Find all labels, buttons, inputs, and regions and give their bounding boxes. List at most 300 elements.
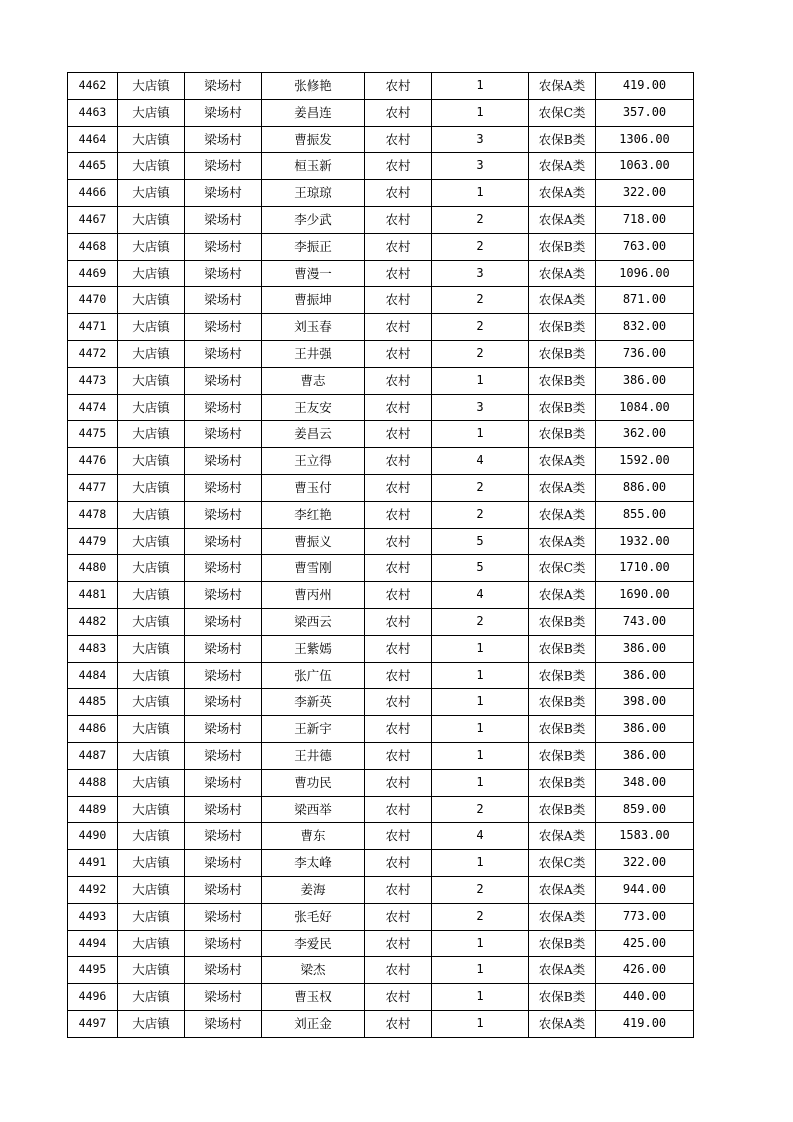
household-type-cell: 农村	[365, 1010, 432, 1037]
household-type-cell: 农村	[365, 957, 432, 984]
town-cell: 大店镇	[118, 582, 185, 609]
town-cell: 大店镇	[118, 206, 185, 233]
amount-cell: 348.00	[596, 769, 694, 796]
household-type-cell: 农村	[365, 769, 432, 796]
member-count-cell: 2	[432, 903, 529, 930]
insurance-category-cell: 农保A类	[529, 1010, 596, 1037]
town-cell: 大店镇	[118, 876, 185, 903]
insurance-category-cell: 农保A类	[529, 823, 596, 850]
insurance-category-cell: 农保A类	[529, 528, 596, 555]
amount-cell: 1084.00	[596, 394, 694, 421]
person-name-cell: 张修艳	[262, 73, 365, 100]
serial-number-cell: 4462	[68, 73, 118, 100]
member-count-cell: 1	[432, 73, 529, 100]
member-count-cell: 1	[432, 957, 529, 984]
insurance-category-cell: 农保B类	[529, 930, 596, 957]
serial-number-cell: 4469	[68, 260, 118, 287]
serial-number-cell: 4468	[68, 233, 118, 260]
table-row	[68, 73, 694, 100]
town-cell: 大店镇	[118, 742, 185, 769]
household-type-cell: 农村	[365, 501, 432, 528]
insurance-category-cell: 农保B类	[529, 314, 596, 341]
amount-cell: 386.00	[596, 742, 694, 769]
serial-number-cell: 4492	[68, 876, 118, 903]
member-count-cell: 1	[432, 180, 529, 207]
table-row	[68, 876, 694, 903]
person-name-cell: 王井强	[262, 340, 365, 367]
member-count-cell: 2	[432, 233, 529, 260]
member-count-cell: 1	[432, 662, 529, 689]
serial-number-cell: 4474	[68, 394, 118, 421]
member-count-cell: 2	[432, 501, 529, 528]
amount-cell: 859.00	[596, 796, 694, 823]
table-row	[68, 260, 694, 287]
member-count-cell: 1	[432, 367, 529, 394]
household-type-cell: 农村	[365, 903, 432, 930]
insurance-category-cell: 农保C类	[529, 850, 596, 877]
village-cell: 梁场村	[185, 314, 262, 341]
table-row	[68, 742, 694, 769]
household-type-cell: 农村	[365, 314, 432, 341]
household-type-cell: 农村	[365, 823, 432, 850]
person-name-cell: 王琼琼	[262, 180, 365, 207]
table-row	[68, 340, 694, 367]
town-cell: 大店镇	[118, 1010, 185, 1037]
village-cell: 梁场村	[185, 957, 262, 984]
person-name-cell: 王立得	[262, 448, 365, 475]
amount-cell: 1592.00	[596, 448, 694, 475]
insurance-category-cell: 农保B类	[529, 796, 596, 823]
member-count-cell: 1	[432, 99, 529, 126]
member-count-cell: 2	[432, 340, 529, 367]
insurance-category-cell: 农保B类	[529, 769, 596, 796]
town-cell: 大店镇	[118, 126, 185, 153]
village-cell: 梁场村	[185, 287, 262, 314]
village-cell: 梁场村	[185, 876, 262, 903]
amount-cell: 386.00	[596, 716, 694, 743]
member-count-cell: 5	[432, 528, 529, 555]
village-cell: 梁场村	[185, 930, 262, 957]
table-row	[68, 367, 694, 394]
serial-number-cell: 4478	[68, 501, 118, 528]
serial-number-cell: 4480	[68, 555, 118, 582]
household-type-cell: 农村	[365, 582, 432, 609]
insurance-category-cell: 农保A类	[529, 448, 596, 475]
village-cell: 梁场村	[185, 260, 262, 287]
insurance-category-cell: 农保B类	[529, 635, 596, 662]
town-cell: 大店镇	[118, 99, 185, 126]
member-count-cell: 2	[432, 876, 529, 903]
person-name-cell: 王紫嫣	[262, 635, 365, 662]
member-count-cell: 4	[432, 823, 529, 850]
town-cell: 大店镇	[118, 153, 185, 180]
person-name-cell: 曹玉付	[262, 474, 365, 501]
town-cell: 大店镇	[118, 287, 185, 314]
insurance-category-cell: 农保B类	[529, 233, 596, 260]
amount-cell: 855.00	[596, 501, 694, 528]
village-cell: 梁场村	[185, 501, 262, 528]
village-cell: 梁场村	[185, 1010, 262, 1037]
serial-number-cell: 4496	[68, 984, 118, 1011]
member-count-cell: 1	[432, 850, 529, 877]
person-name-cell: 梁西举	[262, 796, 365, 823]
amount-cell: 1063.00	[596, 153, 694, 180]
table-row	[68, 635, 694, 662]
village-cell: 梁场村	[185, 689, 262, 716]
member-count-cell: 1	[432, 421, 529, 448]
household-type-cell: 农村	[365, 99, 432, 126]
town-cell: 大店镇	[118, 689, 185, 716]
household-type-cell: 农村	[365, 233, 432, 260]
table-row	[68, 206, 694, 233]
household-type-cell: 农村	[365, 206, 432, 233]
member-count-cell: 2	[432, 474, 529, 501]
records-table	[67, 72, 694, 1038]
household-type-cell: 农村	[365, 876, 432, 903]
table-row	[68, 180, 694, 207]
insurance-category-cell: 农保A类	[529, 287, 596, 314]
town-cell: 大店镇	[118, 340, 185, 367]
village-cell: 梁场村	[185, 448, 262, 475]
serial-number-cell: 4495	[68, 957, 118, 984]
table-row	[68, 823, 694, 850]
table-row	[68, 501, 694, 528]
household-type-cell: 农村	[365, 716, 432, 743]
serial-number-cell: 4482	[68, 608, 118, 635]
village-cell: 梁场村	[185, 716, 262, 743]
serial-number-cell: 4487	[68, 742, 118, 769]
amount-cell: 1583.00	[596, 823, 694, 850]
serial-number-cell: 4473	[68, 367, 118, 394]
household-type-cell: 农村	[365, 608, 432, 635]
village-cell: 梁场村	[185, 153, 262, 180]
village-cell: 梁场村	[185, 126, 262, 153]
insurance-category-cell: 农保A类	[529, 260, 596, 287]
member-count-cell: 2	[432, 206, 529, 233]
town-cell: 大店镇	[118, 260, 185, 287]
amount-cell: 1690.00	[596, 582, 694, 609]
member-count-cell: 1	[432, 716, 529, 743]
village-cell: 梁场村	[185, 99, 262, 126]
amount-cell: 398.00	[596, 689, 694, 716]
household-type-cell: 农村	[365, 260, 432, 287]
member-count-cell: 2	[432, 608, 529, 635]
town-cell: 大店镇	[118, 501, 185, 528]
person-name-cell: 李爱民	[262, 930, 365, 957]
serial-number-cell: 4494	[68, 930, 118, 957]
person-name-cell: 桓玉新	[262, 153, 365, 180]
person-name-cell: 曹玉权	[262, 984, 365, 1011]
household-type-cell: 农村	[365, 73, 432, 100]
person-name-cell: 王友安	[262, 394, 365, 421]
serial-number-cell: 4475	[68, 421, 118, 448]
member-count-cell: 4	[432, 448, 529, 475]
village-cell: 梁场村	[185, 903, 262, 930]
village-cell: 梁场村	[185, 984, 262, 1011]
person-name-cell: 李少武	[262, 206, 365, 233]
insurance-category-cell: 农保A类	[529, 206, 596, 233]
amount-cell: 440.00	[596, 984, 694, 1011]
household-type-cell: 农村	[365, 474, 432, 501]
table-row	[68, 796, 694, 823]
person-name-cell: 梁杰	[262, 957, 365, 984]
serial-number-cell: 4479	[68, 528, 118, 555]
insurance-category-cell: 农保A类	[529, 876, 596, 903]
table-row	[68, 582, 694, 609]
amount-cell: 425.00	[596, 930, 694, 957]
insurance-category-cell: 农保A类	[529, 501, 596, 528]
town-cell: 大店镇	[118, 984, 185, 1011]
town-cell: 大店镇	[118, 769, 185, 796]
household-type-cell: 农村	[365, 635, 432, 662]
village-cell: 梁场村	[185, 769, 262, 796]
village-cell: 梁场村	[185, 662, 262, 689]
insurance-category-cell: 农保B类	[529, 126, 596, 153]
insurance-category-cell: 农保B类	[529, 662, 596, 689]
town-cell: 大店镇	[118, 662, 185, 689]
person-name-cell: 李太峰	[262, 850, 365, 877]
person-name-cell: 曹漫一	[262, 260, 365, 287]
amount-cell: 386.00	[596, 367, 694, 394]
insurance-category-cell: 农保A类	[529, 180, 596, 207]
village-cell: 梁场村	[185, 635, 262, 662]
village-cell: 梁场村	[185, 340, 262, 367]
table-row	[68, 448, 694, 475]
village-cell: 梁场村	[185, 823, 262, 850]
table-row	[68, 287, 694, 314]
household-type-cell: 农村	[365, 850, 432, 877]
person-name-cell: 曹振发	[262, 126, 365, 153]
table-row	[68, 99, 694, 126]
serial-number-cell: 4467	[68, 206, 118, 233]
serial-number-cell: 4472	[68, 340, 118, 367]
serial-number-cell: 4476	[68, 448, 118, 475]
village-cell: 梁场村	[185, 555, 262, 582]
amount-cell: 736.00	[596, 340, 694, 367]
household-type-cell: 农村	[365, 930, 432, 957]
serial-number-cell: 4481	[68, 582, 118, 609]
table-row	[68, 608, 694, 635]
amount-cell: 871.00	[596, 287, 694, 314]
amount-cell: 1932.00	[596, 528, 694, 555]
amount-cell: 362.00	[596, 421, 694, 448]
town-cell: 大店镇	[118, 421, 185, 448]
town-cell: 大店镇	[118, 635, 185, 662]
town-cell: 大店镇	[118, 555, 185, 582]
town-cell: 大店镇	[118, 394, 185, 421]
table-body	[68, 73, 694, 1038]
town-cell: 大店镇	[118, 796, 185, 823]
village-cell: 梁场村	[185, 850, 262, 877]
serial-number-cell: 4466	[68, 180, 118, 207]
town-cell: 大店镇	[118, 180, 185, 207]
person-name-cell: 姜昌连	[262, 99, 365, 126]
member-count-cell: 3	[432, 394, 529, 421]
member-count-cell: 1	[432, 984, 529, 1011]
town-cell: 大店镇	[118, 716, 185, 743]
town-cell: 大店镇	[118, 930, 185, 957]
household-type-cell: 农村	[365, 689, 432, 716]
serial-number-cell: 4463	[68, 99, 118, 126]
serial-number-cell: 4490	[68, 823, 118, 850]
insurance-category-cell: 农保C类	[529, 99, 596, 126]
village-cell: 梁场村	[185, 608, 262, 635]
insurance-category-cell: 农保A类	[529, 474, 596, 501]
person-name-cell: 王新宇	[262, 716, 365, 743]
amount-cell: 886.00	[596, 474, 694, 501]
household-type-cell: 农村	[365, 126, 432, 153]
household-type-cell: 农村	[365, 367, 432, 394]
person-name-cell: 张毛好	[262, 903, 365, 930]
person-name-cell: 曹东	[262, 823, 365, 850]
household-type-cell: 农村	[365, 796, 432, 823]
town-cell: 大店镇	[118, 850, 185, 877]
serial-number-cell: 4471	[68, 314, 118, 341]
household-type-cell: 农村	[365, 742, 432, 769]
town-cell: 大店镇	[118, 957, 185, 984]
amount-cell: 1710.00	[596, 555, 694, 582]
insurance-category-cell: 农保C类	[529, 555, 596, 582]
insurance-category-cell: 农保B类	[529, 367, 596, 394]
person-name-cell: 刘玉春	[262, 314, 365, 341]
serial-number-cell: 4491	[68, 850, 118, 877]
table-row	[68, 984, 694, 1011]
table-row	[68, 314, 694, 341]
amount-cell: 718.00	[596, 206, 694, 233]
member-count-cell: 2	[432, 314, 529, 341]
insurance-category-cell: 农保B类	[529, 984, 596, 1011]
insurance-category-cell: 农保A类	[529, 582, 596, 609]
person-name-cell: 李新英	[262, 689, 365, 716]
serial-number-cell: 4465	[68, 153, 118, 180]
amount-cell: 386.00	[596, 635, 694, 662]
insurance-category-cell: 农保B类	[529, 394, 596, 421]
village-cell: 梁场村	[185, 233, 262, 260]
member-count-cell: 3	[432, 260, 529, 287]
person-name-cell: 曹志	[262, 367, 365, 394]
person-name-cell: 张广伍	[262, 662, 365, 689]
town-cell: 大店镇	[118, 448, 185, 475]
village-cell: 梁场村	[185, 421, 262, 448]
person-name-cell: 曹功民	[262, 769, 365, 796]
member-count-cell: 3	[432, 153, 529, 180]
table-row	[68, 126, 694, 153]
household-type-cell: 农村	[365, 394, 432, 421]
member-count-cell: 1	[432, 769, 529, 796]
member-count-cell: 1	[432, 930, 529, 957]
village-cell: 梁场村	[185, 582, 262, 609]
amount-cell: 386.00	[596, 662, 694, 689]
village-cell: 梁场村	[185, 796, 262, 823]
person-name-cell: 曹振坤	[262, 287, 365, 314]
table-row	[68, 903, 694, 930]
village-cell: 梁场村	[185, 528, 262, 555]
person-name-cell: 刘正金	[262, 1010, 365, 1037]
household-type-cell: 农村	[365, 153, 432, 180]
serial-number-cell: 4477	[68, 474, 118, 501]
village-cell: 梁场村	[185, 206, 262, 233]
serial-number-cell: 4488	[68, 769, 118, 796]
insurance-category-cell: 农保B类	[529, 742, 596, 769]
insurance-category-cell: 农保A类	[529, 957, 596, 984]
household-type-cell: 农村	[365, 287, 432, 314]
serial-number-cell: 4484	[68, 662, 118, 689]
amount-cell: 322.00	[596, 850, 694, 877]
member-count-cell: 1	[432, 1010, 529, 1037]
amount-cell: 419.00	[596, 73, 694, 100]
insurance-category-cell: 农保B类	[529, 716, 596, 743]
table-row	[68, 528, 694, 555]
amount-cell: 357.00	[596, 99, 694, 126]
serial-number-cell: 4497	[68, 1010, 118, 1037]
village-cell: 梁场村	[185, 367, 262, 394]
amount-cell: 1096.00	[596, 260, 694, 287]
town-cell: 大店镇	[118, 823, 185, 850]
insurance-category-cell: 农保B类	[529, 340, 596, 367]
household-type-cell: 农村	[365, 555, 432, 582]
household-type-cell: 农村	[365, 528, 432, 555]
insurance-category-cell: 农保B类	[529, 421, 596, 448]
amount-cell: 1306.00	[596, 126, 694, 153]
village-cell: 梁场村	[185, 474, 262, 501]
amount-cell: 773.00	[596, 903, 694, 930]
person-name-cell: 梁西云	[262, 608, 365, 635]
amount-cell: 322.00	[596, 180, 694, 207]
person-name-cell: 姜海	[262, 876, 365, 903]
amount-cell: 743.00	[596, 608, 694, 635]
records-sheet	[67, 72, 694, 1038]
village-cell: 梁场村	[185, 73, 262, 100]
serial-number-cell: 4486	[68, 716, 118, 743]
table-row	[68, 716, 694, 743]
person-name-cell: 姜昌云	[262, 421, 365, 448]
table-row	[68, 555, 694, 582]
person-name-cell: 李红艳	[262, 501, 365, 528]
member-count-cell: 1	[432, 689, 529, 716]
household-type-cell: 农村	[365, 340, 432, 367]
person-name-cell: 曹丙州	[262, 582, 365, 609]
table-row	[68, 421, 694, 448]
table-row	[68, 233, 694, 260]
town-cell: 大店镇	[118, 367, 185, 394]
village-cell: 梁场村	[185, 742, 262, 769]
household-type-cell: 农村	[365, 662, 432, 689]
table-row	[68, 474, 694, 501]
member-count-cell: 3	[432, 126, 529, 153]
serial-number-cell: 4470	[68, 287, 118, 314]
town-cell: 大店镇	[118, 314, 185, 341]
member-count-cell: 1	[432, 635, 529, 662]
table-row	[68, 769, 694, 796]
household-type-cell: 农村	[365, 448, 432, 475]
amount-cell: 763.00	[596, 233, 694, 260]
household-type-cell: 农村	[365, 984, 432, 1011]
table-row	[68, 957, 694, 984]
person-name-cell: 曹雪刚	[262, 555, 365, 582]
table-row	[68, 930, 694, 957]
insurance-category-cell: 农保A类	[529, 903, 596, 930]
amount-cell: 419.00	[596, 1010, 694, 1037]
insurance-category-cell: 农保A类	[529, 73, 596, 100]
household-type-cell: 农村	[365, 421, 432, 448]
person-name-cell: 李振正	[262, 233, 365, 260]
table-row	[68, 850, 694, 877]
member-count-cell: 2	[432, 796, 529, 823]
household-type-cell: 农村	[365, 180, 432, 207]
table-row	[68, 689, 694, 716]
member-count-cell: 5	[432, 555, 529, 582]
town-cell: 大店镇	[118, 474, 185, 501]
